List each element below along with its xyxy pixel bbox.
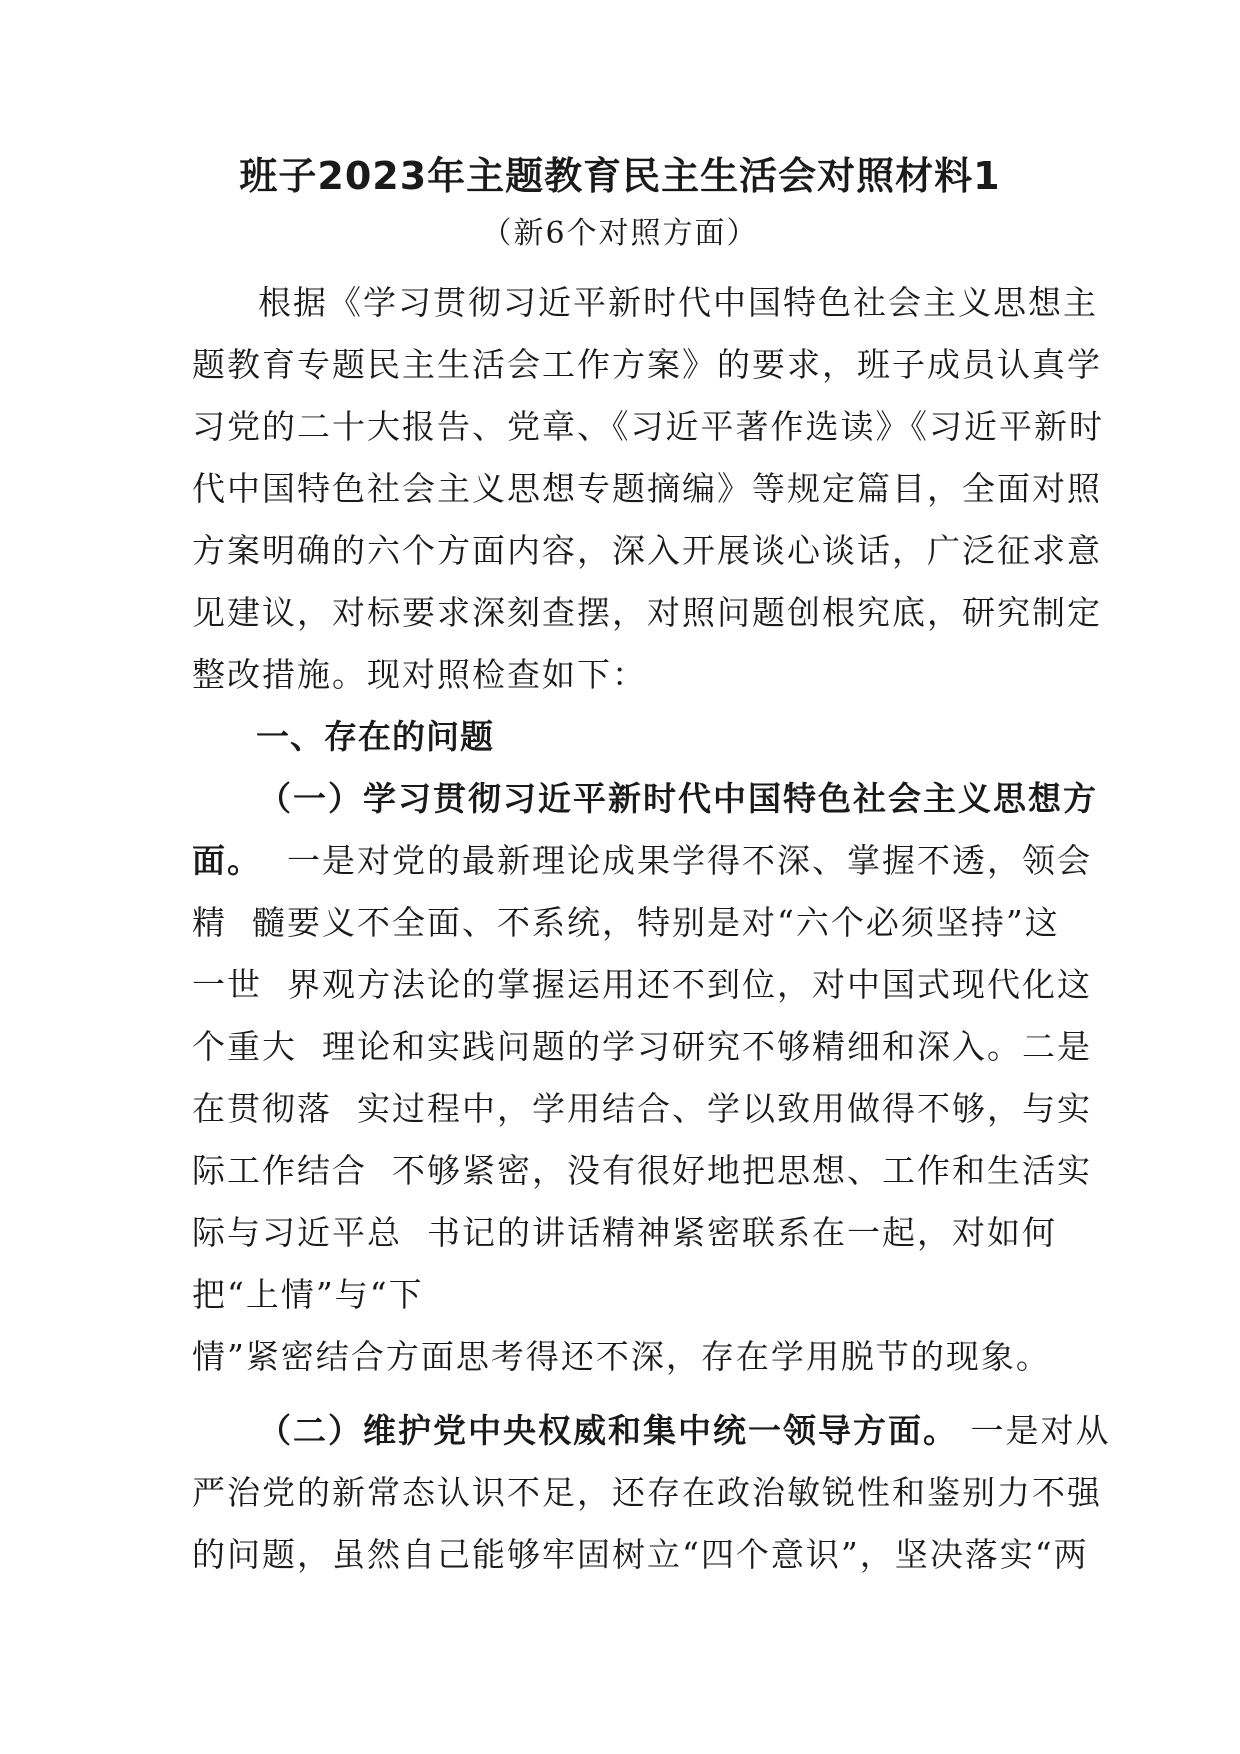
paragraph-line: 见建议，对标要求深刻查摆，对照问题创根究底，研究制定: [192, 593, 1102, 632]
paragraph-line: 精 髓要义不全面、不系统，特别是对“六个必须坚持”这: [192, 903, 1060, 942]
paragraph-line: 方案明确的六个方面内容，深入开展谈心谈话，广泛征求意: [192, 531, 1102, 570]
paragraph-line: [192, 1400, 1111, 1462]
paragraph-line: 一世 界观方法论的掌握运用还不到位，对中国式现代化这: [192, 965, 1092, 1004]
paragraph-line: 整改措施。现对照检查如下：: [192, 655, 647, 694]
paragraph-text: 一是对党的最新理论成果学得不深、掌握不透，领会: [262, 841, 1092, 880]
section-heading: 一、存在的问题: [256, 717, 494, 756]
paragraph-line: 的问题，虽然自己能够牢固树立“四个意识”，坚决落实“两: [192, 1535, 1089, 1574]
subsection-2: [192, 1400, 1111, 1586]
document-subtitle: （新6个对照方面）: [481, 216, 759, 251]
paragraph-line: 习党的二十大报告、党章、《习近平著作选读》《习近平新时: [192, 407, 1104, 446]
paragraph-line: 题教育专题民主生活会工作方案》的要求，班子成员认真学: [192, 345, 1102, 384]
document-title: 班子2023年主题教育民主生活会对照材料1: [239, 154, 1001, 198]
subsection-heading: （二）维护党中央权威和集中统一领导方面。: [258, 1411, 958, 1450]
paragraph-line: 际工作结合 不够紧密，没有很好地把思想、工作和生活实: [192, 1151, 1092, 1190]
paragraph-line: 在贯彻落 实过程中，学用结合、学以致用做得不够，与实: [192, 1089, 1092, 1128]
subsection-heading-end: 面。: [192, 841, 262, 880]
paragraph-line: 代中国特色社会主义思想专题摘编》等规定篇目，全面对照: [192, 469, 1102, 508]
paragraph-line: [192, 830, 1092, 892]
paragraph-line: 根据《学习贯彻习近平新时代中国特色社会主义思想主: [258, 283, 1098, 322]
intro-paragraph: [192, 272, 1104, 706]
paragraph-line: 把“上情”与“下: [192, 1275, 424, 1314]
paragraph-text: 一是对从: [958, 1411, 1111, 1450]
subsection-heading: （一）学习贯彻习近平新时代中国特色社会主义思想方: [258, 779, 1098, 818]
paragraph-line: 际与习近平总 书记的讲话精神紧密联系在一起，对如何: [192, 1213, 1057, 1252]
paragraph-line: 个重大 理论和实践问题的学习研究不够精细和深入。二是: [192, 1027, 1092, 1066]
subsection-1: [192, 768, 1098, 1388]
paragraph-line: 严治党的新常态认识不足，还存在政治敏锐性和鉴别力不强: [192, 1473, 1102, 1512]
paragraph-line: 情”紧密结合方面思考得还不深，存在学用脱节的现象。: [192, 1337, 1051, 1376]
document-body: [192, 272, 1111, 1586]
